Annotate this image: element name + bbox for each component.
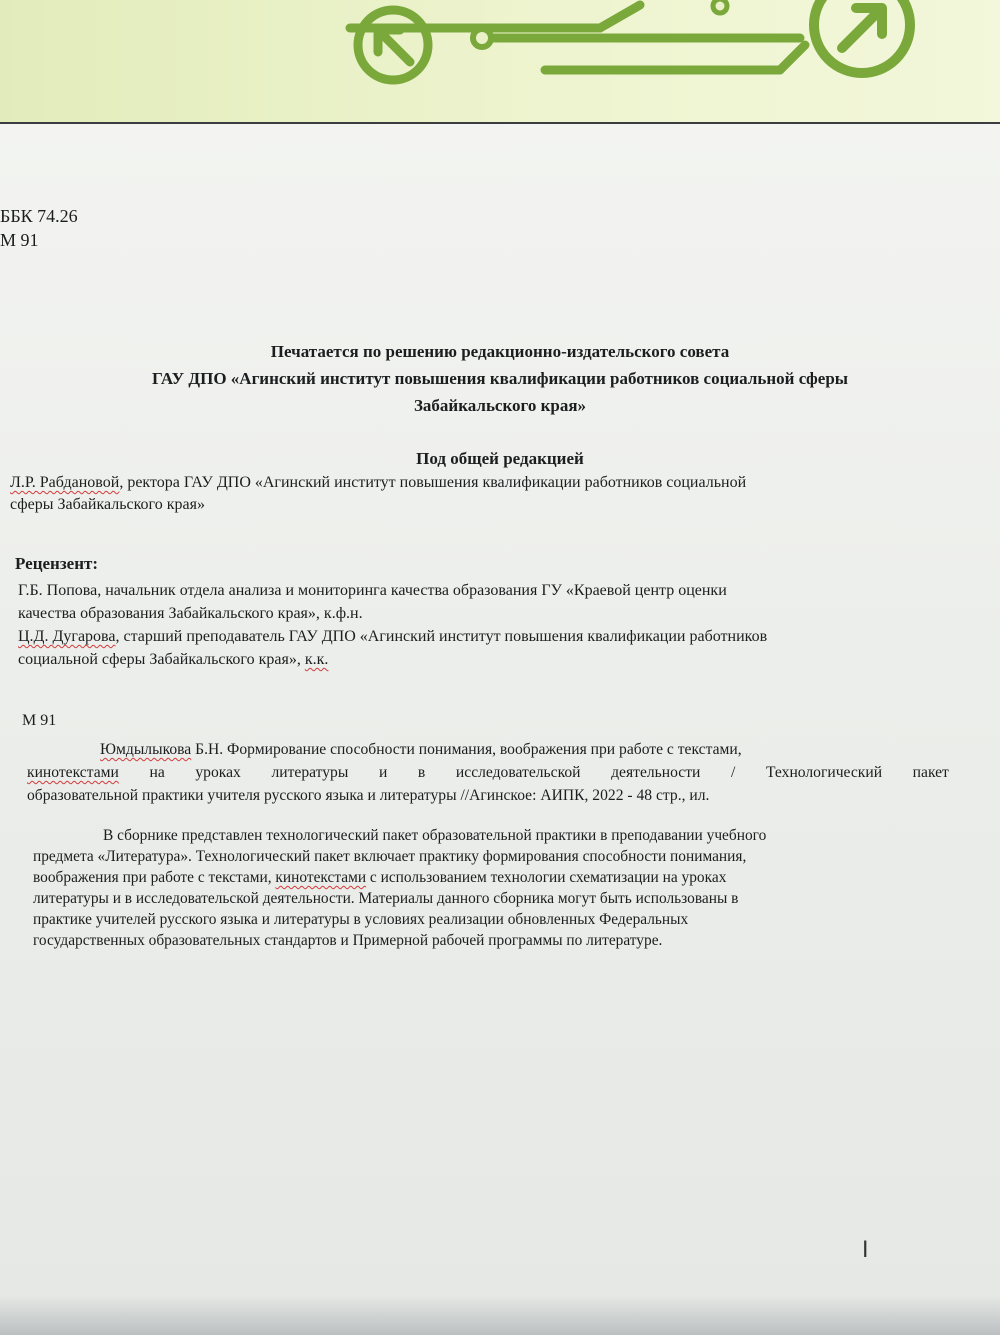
decision-line-1: Печатается по решению редакционно-издательского совета [270, 342, 730, 361]
abstract-line-3-start: воображения при работе с текстами, [33, 869, 276, 886]
citation-word: пакет [912, 764, 949, 781]
header-banner [0, 0, 1000, 122]
reviewer-2-line-1 [18, 628, 767, 646]
citation-word: литературы [271, 764, 349, 781]
citation-line-3: образовательной практики учителя русского языка и литературы //Агинское: АИПК, 2022 - 48 стр., ил. [27, 787, 710, 804]
abstract-misspelled-word: кинотекстами [275, 869, 367, 886]
citation-line-1 [100, 741, 742, 759]
editorship-heading: Под общей редакцией [416, 449, 584, 468]
reviewer-2-degree: к.к. [304, 651, 329, 668]
reviewer-2-line-2-text: социальной сферы Забайкальского края», [18, 651, 305, 668]
citation-word: в [417, 764, 426, 781]
abstract-line-3 [33, 869, 726, 887]
citation-misspelled-word: кинотекстами [27, 764, 119, 781]
abstract-line-1: В сборнике представлен технологический пакет образовательной практики в преподавании учебного [103, 827, 767, 844]
reviewer-1-line-2: качества образования Забайкальского края», к.ф.н. [18, 605, 363, 622]
screen-edge-shadow [0, 1295, 1000, 1335]
abstract-line-2: предмета «Литература». Технологический пакет включает практику формирования способности понимания, [33, 848, 747, 865]
reviewers-heading: Рецензент: [15, 554, 99, 573]
author-sign-code: М 91 [0, 230, 39, 250]
bbk-code: ББК 74.26 [0, 206, 78, 226]
document-page[interactable] [0, 122, 1000, 1335]
editorship-line-1-rest: , ректора ГАУ ДПО «Агинский институт повышения квалификации работников социальной [119, 474, 747, 491]
text-cursor-icon: I [862, 1238, 869, 1263]
reviewer-2-line-2 [18, 651, 328, 669]
citation-word: деятельности [611, 764, 701, 781]
citation-word: / [731, 764, 736, 781]
citation-line-2 [27, 764, 949, 782]
citation-word: уроках [195, 764, 241, 781]
abstract-line-6: государственных образовательных стандартов и Примерной рабочей программы по литературе. [33, 932, 663, 949]
citation-line-1-rest: Б.Н. Формирование способности понимания, воображения при работе с текстами, [195, 741, 742, 758]
decision-line-3: Забайкальского края» [413, 396, 587, 415]
citation-word: на [149, 764, 165, 781]
citation-author: Юмдылыкова [100, 741, 192, 758]
citation-code: М 91 [22, 712, 57, 729]
citation-word: Технологический [766, 764, 883, 781]
circuit-decoration [0, 0, 1000, 122]
abstract-line-5: практике учителей русского языка и литературы в условиях реализации обновленных Федеральных [33, 911, 689, 928]
reviewer-2-line-1-rest: , старший преподаватель ГАУ ДПО «Агинский институт повышения квалификации работников [115, 628, 768, 645]
abstract-line-3-rest: с использованием технологии схематизации на уроках [366, 869, 727, 886]
reviewer-1-line-1: Г.Б. Попова, начальник отдела анализа и мониторинга качества образования ГУ «Краевой центр оценки [18, 582, 727, 599]
editorship-line-1 [10, 474, 746, 492]
forward-arrow-circle-icon [814, 0, 910, 73]
citation-word: исследовательской [455, 764, 581, 781]
editor-name: Л.Р. Рабдановой [10, 474, 120, 491]
decision-line-2: ГАУ ДПО «Агинский институт повышения квалификации работников социальной сферы [151, 369, 849, 388]
editorship-line-2: сферы Забайкальского края» [10, 496, 205, 513]
citation-word: и [378, 764, 388, 781]
back-arrow-circle-icon [358, 10, 428, 80]
reviewer-2-name: Ц.Д. Дугарова [18, 628, 116, 645]
abstract-line-4: литературы и в исследовательской деятельности. Материалы данного сборника могут быть использованы в [33, 890, 739, 907]
